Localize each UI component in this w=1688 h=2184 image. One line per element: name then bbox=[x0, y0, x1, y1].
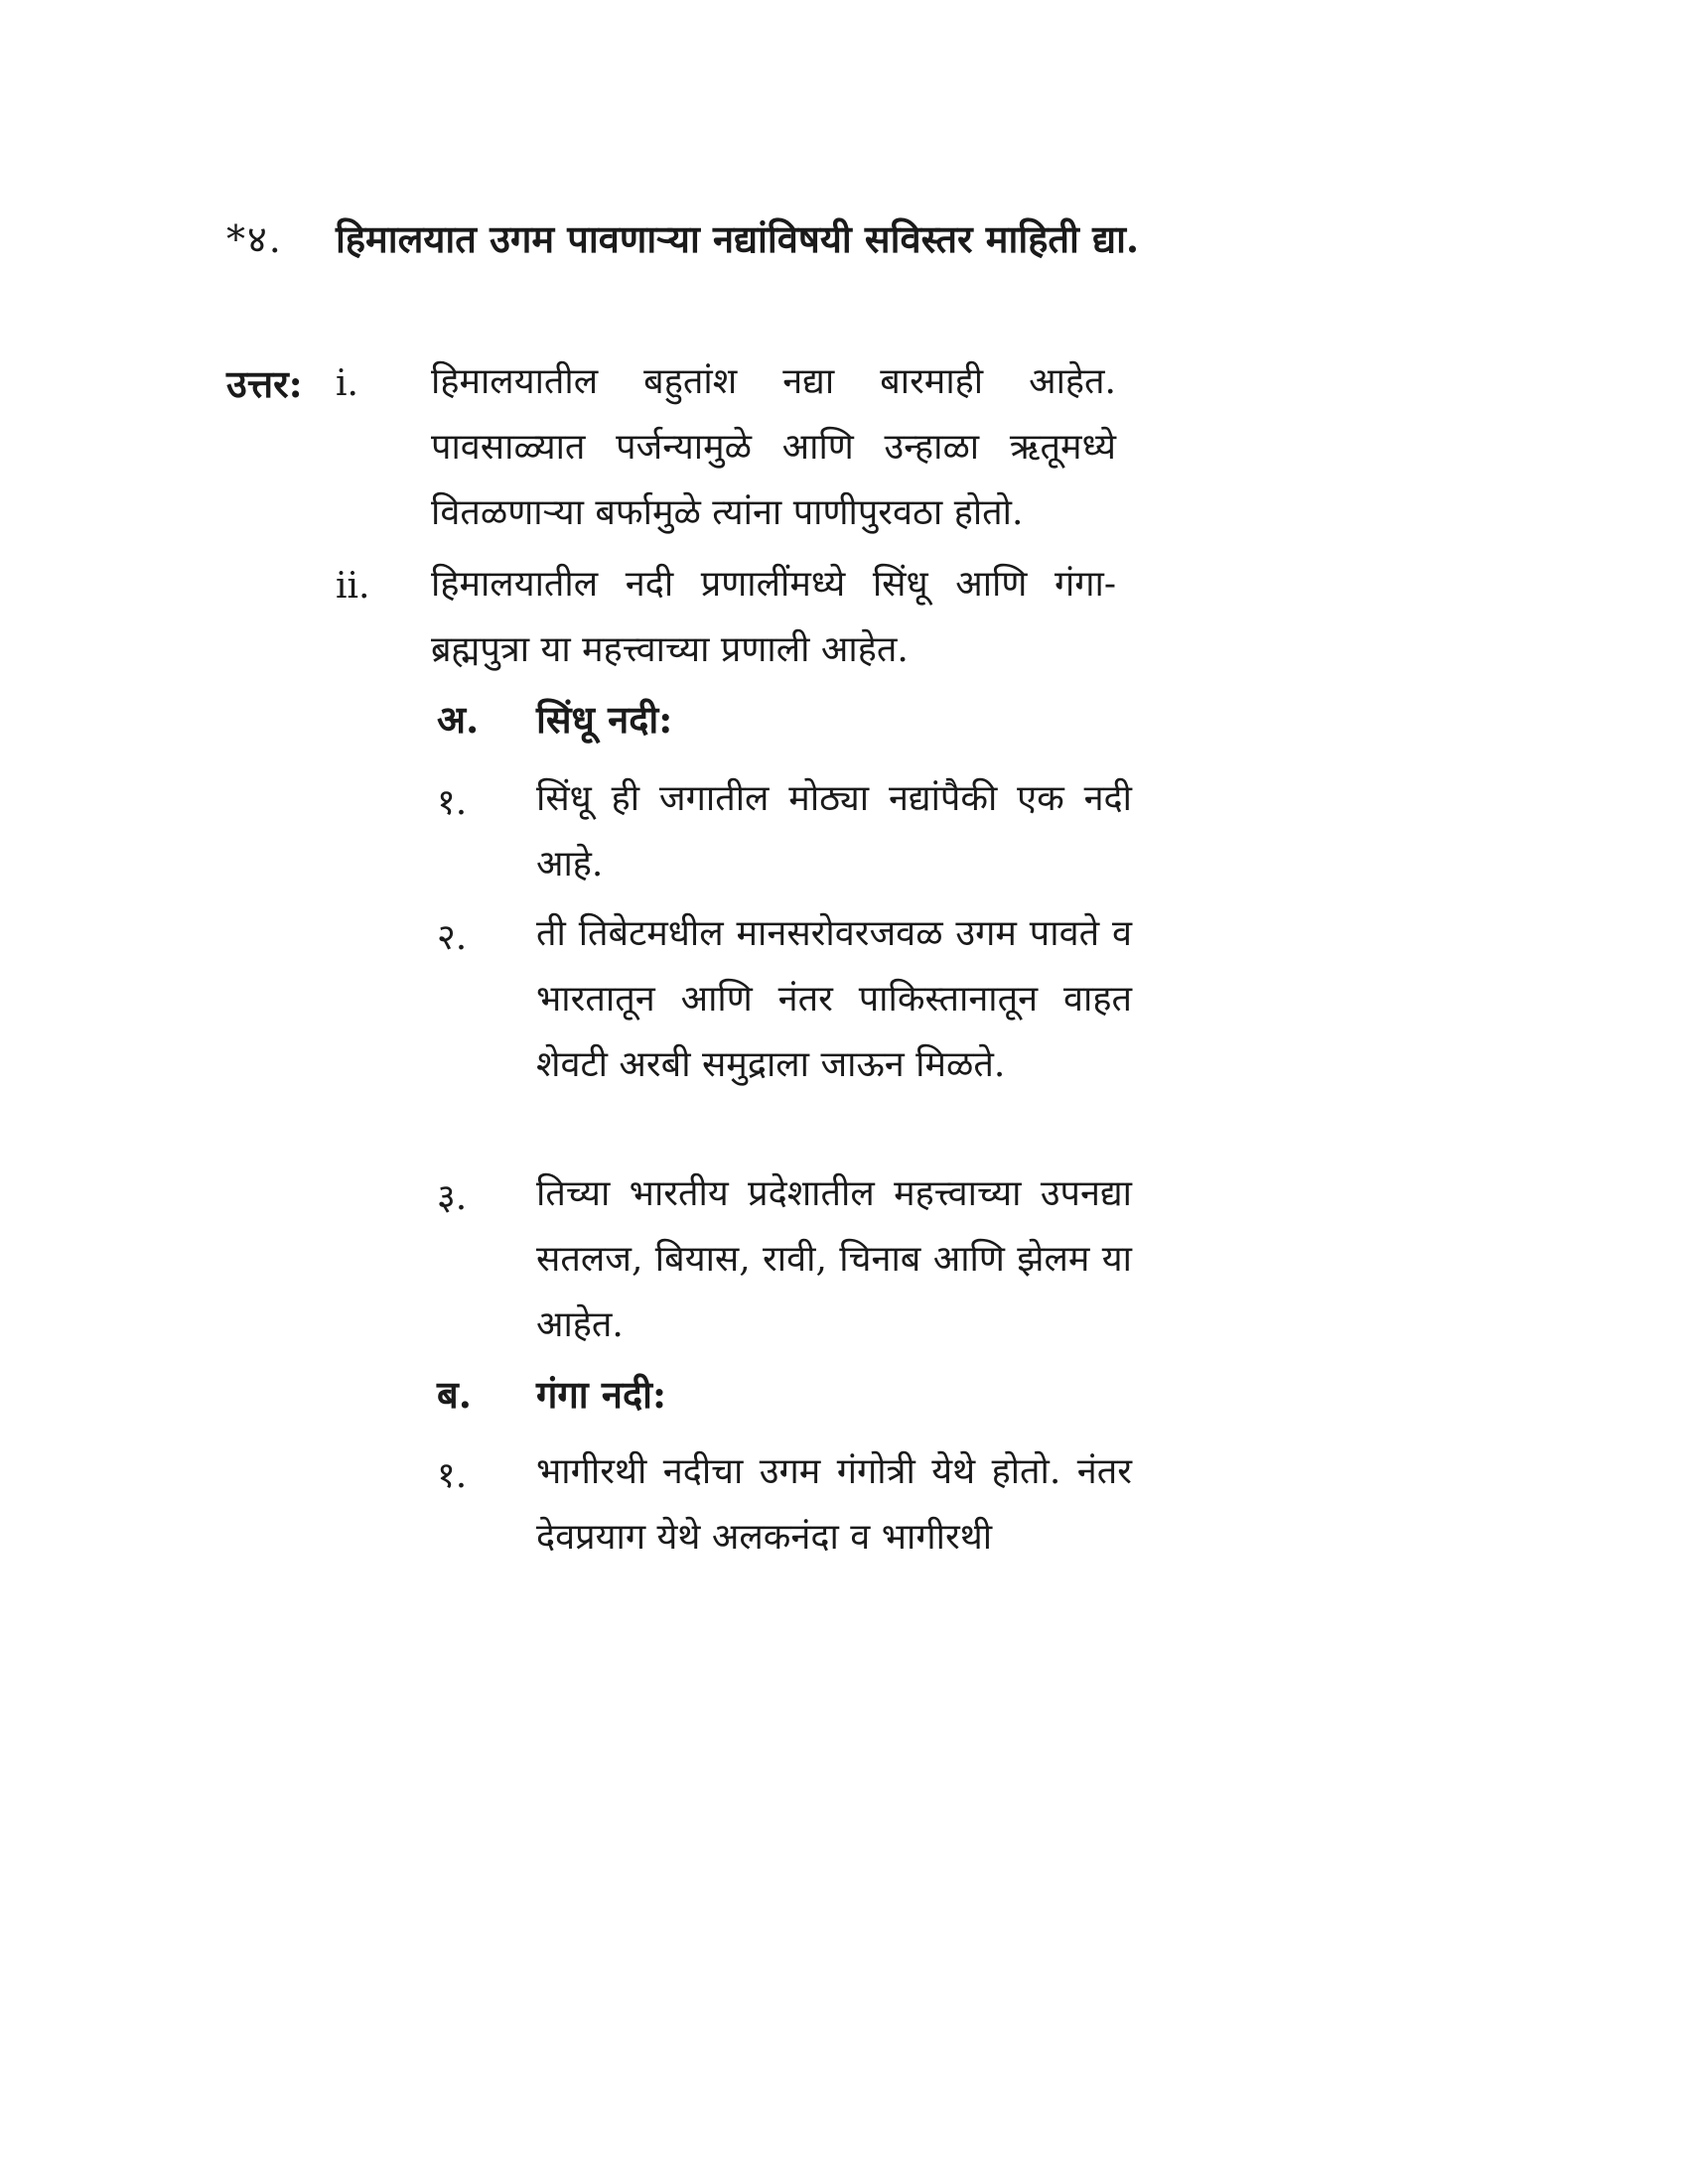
section-marker: अ. bbox=[437, 697, 480, 742]
point-text: हिमालयातील बहुतांश नद्या बारमाही आहेत. पावसाळ्यात पर्जन्यामुळे आणि उन्हाळा ऋतूमध्ये वितळणाऱ्या बर्फामुळे त्यांना पाणीपुरवठा होतो. bbox=[431, 361, 1116, 533]
item-text: सिंधू ही जगातील मोठ्या नद्यांपैकी एक नदी आहे. bbox=[536, 778, 1132, 885]
question-text: हिमालयात उगम पावणाऱ्या नद्यांविषयी सविस्तर माहिती द्या. bbox=[336, 216, 1140, 261]
item-text: भागीरथी नदीचा उगम गंगोत्री येथे होतो. नंतर देवप्रयाग येथे अलकनंदा व भागीरथी bbox=[536, 1451, 1132, 1558]
section-heading: गंगा नदी: bbox=[536, 1372, 666, 1417]
item-marker: १. bbox=[437, 782, 468, 823]
question-number: *४. bbox=[226, 217, 283, 261]
item-marker: ३. bbox=[437, 1177, 468, 1218]
question bbox=[226, 208, 1140, 270]
answer-label: उत्तर: bbox=[226, 361, 303, 406]
item-text: तिच्या भारतीय प्रदेशातील महत्त्वाच्या उपनद्या सतलज, बियास, रावी, चिनाब आणि झेलम या आहेत. bbox=[536, 1173, 1132, 1345]
point-marker: ii. bbox=[336, 566, 370, 607]
point-marker: i. bbox=[336, 363, 358, 404]
item-marker: १. bbox=[437, 1455, 468, 1496]
section-heading: सिंधू नदी: bbox=[536, 697, 673, 742]
section-marker: ब. bbox=[437, 1372, 472, 1417]
point-text: हिमालयातील नदी प्रणालींमध्ये सिंधू आणि गंगा-ब्रह्मपुत्रा या महत्त्वाच्या प्रणाली आहेत. bbox=[431, 564, 1116, 670]
item-text: ती तिबेटमधील मानसरोवरजवळ उगम पावते व भारतातून आणि नंतर पाकिस्तानातून वाहत शेवटी अरबी समुद्राला जाऊन मिळते. bbox=[536, 913, 1132, 1085]
item-marker: २. bbox=[437, 917, 468, 958]
